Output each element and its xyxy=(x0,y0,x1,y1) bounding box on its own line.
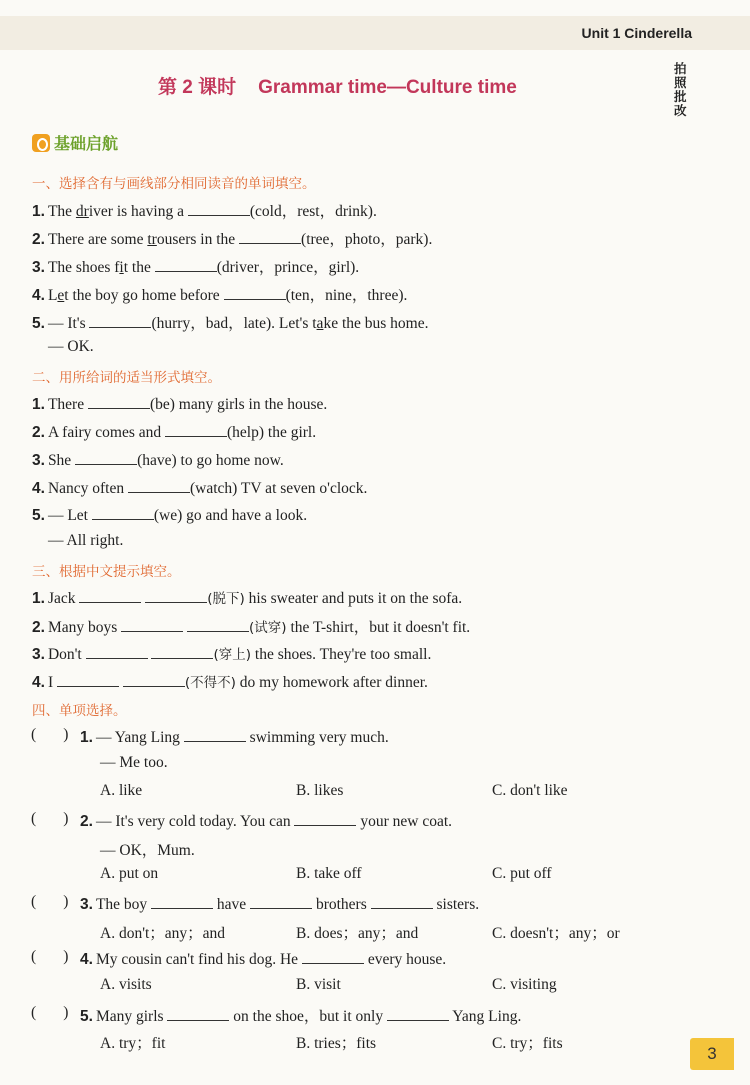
answer-blank[interactable] xyxy=(86,643,148,659)
underlined-sound: i xyxy=(119,259,124,276)
answer-blank[interactable] xyxy=(88,393,150,409)
section-4-title: 四、单项选择。 xyxy=(32,703,127,719)
q-number: 4. xyxy=(32,287,45,304)
q-number: 2. xyxy=(32,231,45,248)
answer-blank[interactable] xyxy=(302,948,364,964)
s2-q5: 5. — Let (we) go and have a look. xyxy=(32,504,307,525)
s1-reply: — OK. xyxy=(48,338,94,355)
answer-blank[interactable] xyxy=(151,893,213,909)
lesson-title xyxy=(158,72,517,99)
answer-blank[interactable] xyxy=(123,671,185,687)
mc-q1: 1. — Yang Ling swimming very much. xyxy=(80,726,389,747)
section-basic-heading xyxy=(32,131,118,154)
q-number: 3. xyxy=(32,259,45,276)
page-number: 3 xyxy=(690,1038,734,1070)
option-a[interactable]: A. like xyxy=(100,782,143,799)
option-a[interactable]: A. try；fit xyxy=(100,1035,166,1052)
answer-blank[interactable] xyxy=(250,893,312,909)
s3-q3: 3. Don't (穿上) the shoes. They're too small. xyxy=(32,643,431,664)
option-b[interactable]: B. take off xyxy=(296,865,362,882)
answer-blank[interactable] xyxy=(224,284,286,300)
mc-q5: 5. Many girls on the shoe，but it only Yang Ling. xyxy=(80,1004,521,1026)
answer-paren[interactable]: ( ) xyxy=(31,1004,69,1021)
s3-q1: 1. Jack (脱下) his sweater and puts it on the sofa. xyxy=(32,587,462,608)
option-b[interactable]: B. does；any；and xyxy=(296,925,419,942)
s1-q3: 3. The shoes fit the (driver，prince，girl). xyxy=(32,255,359,277)
answer-blank[interactable] xyxy=(151,643,213,659)
underlined-sound: e xyxy=(57,287,65,304)
option-c[interactable]: C. don't like xyxy=(492,782,568,799)
answer-paren[interactable]: ( ) xyxy=(31,893,69,910)
underlined-sound: tr xyxy=(147,231,157,248)
answer-blank[interactable] xyxy=(165,421,227,437)
option-c[interactable]: C. try；fits xyxy=(492,1035,563,1052)
answer-blank[interactable] xyxy=(92,504,154,520)
option-a[interactable]: A. visits xyxy=(100,976,152,993)
q-number: 1. xyxy=(32,203,45,220)
option-b[interactable]: B. tries；fits xyxy=(296,1035,377,1052)
s2-q2: 2. A fairy comes and (help) the girl. xyxy=(32,421,316,442)
section-2-title: 二、用所给词的适当形式填空。 xyxy=(32,370,221,386)
q-number: 5. xyxy=(32,315,45,332)
header-bar xyxy=(0,16,750,50)
answer-blank[interactable] xyxy=(371,893,433,909)
s1-q1: 1. The driver is having a (cold，rest，drink). xyxy=(32,199,377,221)
photo-grading-label[interactable]: 拍照批改 xyxy=(674,61,687,118)
answer-paren[interactable]: ( ) xyxy=(31,948,69,965)
s2-q3: 3. She (have) to go home now. xyxy=(32,449,284,470)
s2-q4: 4. Nancy often (watch) TV at seven o'clock. xyxy=(32,477,367,498)
mc-q1-reply: — Me too. xyxy=(100,754,168,771)
lesson-topic: Grammar time—Culture time xyxy=(258,77,517,98)
s1-q2: 2. There are some trousers in the (tree，photo，park). xyxy=(32,227,432,249)
answer-blank[interactable] xyxy=(387,1005,449,1021)
option-c[interactable]: C. put off xyxy=(492,865,552,882)
option-a[interactable]: A. put on xyxy=(100,865,159,882)
answer-blank[interactable] xyxy=(184,726,246,742)
underlined-sound: a xyxy=(316,315,324,332)
section-3-title: 三、根据中文提示填空。 xyxy=(32,564,181,580)
s1-q4: 4. Let the boy go home before (ten，nine，three). xyxy=(32,283,407,305)
answer-blank[interactable] xyxy=(57,671,119,687)
mc-q4: 4. My cousin can't find his dog. He every house. xyxy=(80,948,446,969)
section-badge-icon xyxy=(32,134,50,152)
answer-blank[interactable] xyxy=(167,1005,229,1021)
answer-blank[interactable] xyxy=(128,477,190,493)
answer-blank[interactable] xyxy=(187,616,249,632)
option-a[interactable]: A. don't；any；and xyxy=(100,925,226,942)
option-b[interactable]: B. likes xyxy=(296,782,344,799)
lesson-number: 第 2 课时 xyxy=(158,77,237,98)
answer-blank[interactable] xyxy=(75,449,137,465)
answer-blank[interactable] xyxy=(121,616,183,632)
unit-title: Unit 1 Cinderella xyxy=(581,25,692,41)
mc-q2-reply: — OK，Mum. xyxy=(100,842,195,859)
option-b[interactable]: B. visit xyxy=(296,976,341,993)
answer-blank[interactable] xyxy=(294,810,356,826)
s3-q2: 2. Many boys (试穿) the T-shirt，but it doesn't fit. xyxy=(32,615,470,637)
answer-blank[interactable] xyxy=(239,228,301,244)
answer-blank[interactable] xyxy=(155,256,217,272)
section-1-title: 一、选择含有与画线部分相同读音的单词填空。 xyxy=(32,176,316,192)
s2-q1: 1. There (be) many girls in the house. xyxy=(32,393,327,414)
answer-blank[interactable] xyxy=(89,312,151,328)
section-basic-label: 基础启航 xyxy=(54,134,119,153)
option-c[interactable]: C. visiting xyxy=(492,976,557,993)
option-c[interactable]: C. doesn't；any；or xyxy=(492,925,620,942)
s2-reply: — All right. xyxy=(48,532,124,549)
answer-paren[interactable]: ( ) xyxy=(31,726,69,743)
answer-blank[interactable] xyxy=(145,587,207,603)
underlined-sound: dr xyxy=(75,203,89,220)
answer-blank[interactable] xyxy=(79,587,141,603)
mc-q2: 2. — It's very cold today. You can your new coat. xyxy=(80,810,452,831)
answer-paren[interactable]: ( ) xyxy=(31,810,69,827)
mc-q3: 3. The boy have brothers sisters. xyxy=(80,893,479,914)
s1-q5: 5. — It's (hurry，bad，late). Let's take the bus home. xyxy=(32,311,428,333)
s3-q4: 4. I (不得不) do my homework after dinner. xyxy=(32,671,428,692)
answer-blank[interactable] xyxy=(188,200,250,216)
